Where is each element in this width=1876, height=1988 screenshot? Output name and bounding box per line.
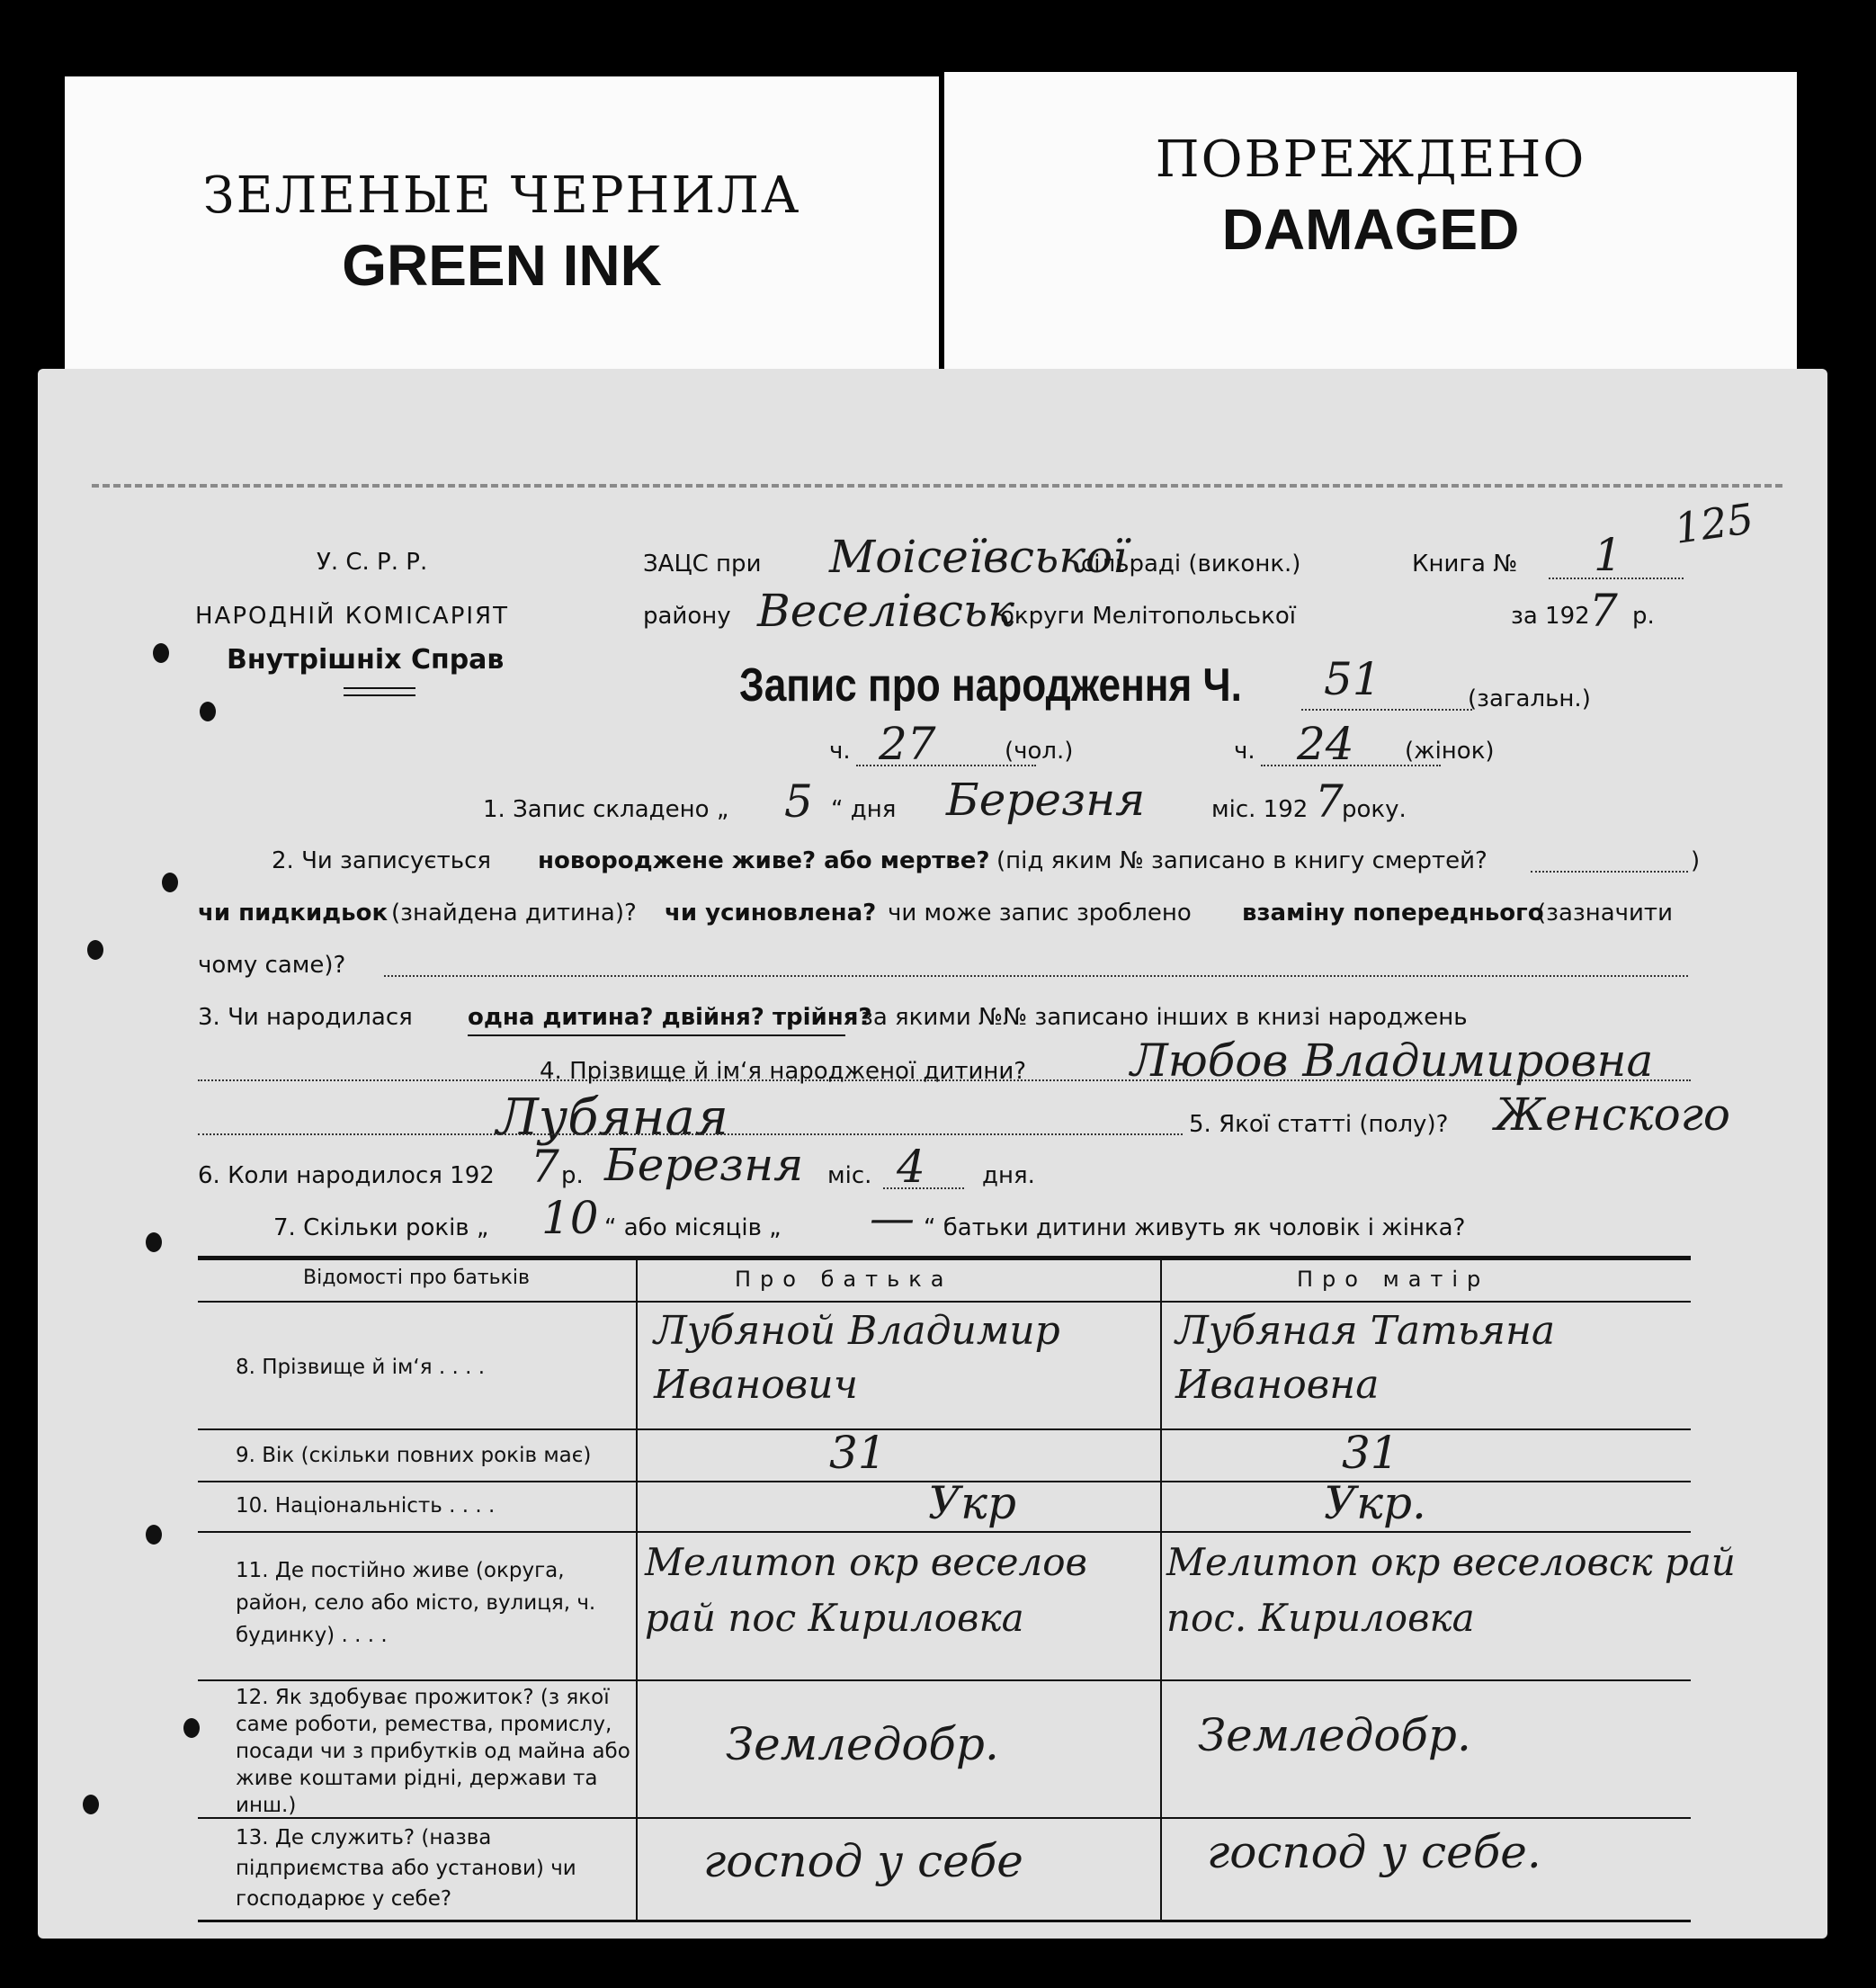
table-column-rule	[1160, 1258, 1162, 1921]
item-3-text: за якими №№ записано інших в книзі народжень	[861, 1004, 1468, 1031]
fill-line	[198, 1133, 1183, 1135]
mother-name-handwritten: Лубяная Татьяна Ивановна	[1175, 1308, 1556, 1408]
item-1-text: 1. Запис складено „	[483, 796, 729, 823]
zags-suffix: сільраді (виконк.)	[1081, 551, 1301, 578]
item-2-bold: чи пидкидьок	[198, 900, 389, 927]
fill-line	[384, 975, 1688, 977]
birth-month-handwritten: Березня	[604, 1139, 804, 1191]
table-row-label: 8. Прізвище й ім‘я . . . .	[236, 1356, 486, 1379]
table-header-father: Про батька	[735, 1267, 953, 1292]
item-1-text: “ дня	[831, 796, 897, 823]
mother-nationality-handwritten: Укр.	[1324, 1477, 1426, 1529]
item-6-text: р.	[561, 1162, 584, 1189]
father-occupation-handwritten: Земледобр.	[726, 1718, 999, 1770]
record-number-suffix: (загальн.)	[1468, 685, 1591, 712]
year-handwritten: 7	[1589, 585, 1618, 637]
table-column-rule	[636, 1258, 638, 1921]
district-handwritten: Веселівськ	[757, 585, 1014, 637]
fill-line	[856, 765, 1036, 766]
father-age-handwritten: 31	[829, 1427, 887, 1479]
item-2-bold: чи усиновлена?	[665, 900, 877, 927]
year-label: за 192	[1511, 603, 1590, 630]
item-6-text: дня.	[982, 1162, 1035, 1189]
table-row-label: 9. Вік (скільки повних років має)	[236, 1444, 592, 1467]
father-workplace-handwritten: господ у себе	[703, 1835, 1023, 1887]
table-rule	[198, 1531, 1691, 1533]
item-1-year-handwritten: 7	[1315, 775, 1344, 828]
item-1-day-handwritten: 5	[784, 775, 813, 828]
punch-hole	[153, 643, 169, 663]
birth-record-form	[38, 369, 1827, 1939]
item-1-text: міс. 192	[1211, 796, 1309, 823]
underline	[468, 1034, 845, 1036]
male-count-suffix: (чол.)	[1005, 738, 1074, 765]
damaged-label-en: DAMAGED	[1221, 197, 1520, 262]
book-number-handwritten: 1	[1594, 529, 1622, 581]
table-rule	[198, 1301, 1691, 1303]
birth-day-handwritten: 4	[897, 1141, 925, 1193]
item-2-bold: взаміну попереднього	[1242, 900, 1544, 927]
district-prefix: району	[643, 603, 731, 630]
perforation-line	[92, 484, 1782, 488]
table-header-info: Відомості про батьків	[303, 1267, 530, 1289]
punch-hole	[183, 1718, 200, 1738]
table-row-label: 11. Де постійно живе (округа, район, село або місто, вулиця, ч. будинку) . . . .	[236, 1559, 596, 1647]
mother-workplace-handwritten: господ у себе.	[1207, 1826, 1541, 1878]
usrr-heading: У. С. Р. Р.	[317, 549, 428, 576]
item-3-text: 3. Чи народилася	[198, 1004, 413, 1031]
year-suffix: р.	[1632, 603, 1655, 630]
table-row-label: 13. Де служить? (назва підприємства або установи) чи господарює у себе?	[236, 1826, 576, 1911]
divider	[344, 694, 415, 696]
female-count-handwritten: 24	[1297, 718, 1354, 770]
male-count-prefix: ч.	[829, 738, 851, 765]
fill-line	[1261, 765, 1441, 766]
item-1-month-handwritten: Березня	[946, 774, 1146, 826]
item-6-text: міс.	[827, 1162, 872, 1189]
father-residence-handwritten: Мелитоп окр веселов рай пос Кириловка	[645, 1540, 1087, 1640]
item-2-text: (зазначити	[1537, 900, 1673, 927]
item-3-bold: одна дитина? двійня? трійня?	[468, 1004, 872, 1031]
table-top-rule	[198, 1256, 1691, 1260]
district-suffix: округи Мелітопольської	[1000, 603, 1296, 630]
item-1-text: року.	[1342, 796, 1407, 823]
child-surname-handwritten: Лубяная	[496, 1088, 728, 1147]
item-2-text: (під яким № записано в книгу смертей?	[996, 847, 1487, 874]
item-7-text: “ батьки дитини живуть як чоловік і жінка?	[924, 1214, 1466, 1241]
margin-number-handwritten: 125	[1671, 494, 1757, 553]
item-6-text: 6. Коли народилося 192	[198, 1162, 495, 1189]
damaged-label-ru: ПОВРЕЖДЕНО	[1155, 130, 1586, 189]
item-4-text: 4. Прізвище й ім‘я народженої дитини?	[540, 1058, 1027, 1085]
years-together-handwritten: 10	[541, 1192, 599, 1244]
item-2-text: )	[1691, 847, 1701, 874]
item-7-text: 7. Скільки років „	[273, 1214, 489, 1241]
punch-hole	[200, 702, 216, 721]
months-together-handwritten: —	[870, 1192, 915, 1244]
ministry-heading: Внутрішніх Справ	[227, 644, 505, 676]
birth-year-handwritten: 7	[531, 1141, 559, 1193]
punch-hole	[146, 1232, 162, 1252]
punch-hole	[83, 1795, 99, 1814]
table-header-mother: Про матір	[1297, 1267, 1490, 1292]
child-sex-handwritten: Женского	[1495, 1088, 1731, 1141]
punch-hole	[162, 873, 178, 892]
male-count-handwritten: 27	[879, 718, 936, 770]
item-2-text: 2. Чи записується	[272, 847, 492, 874]
punch-hole	[146, 1525, 162, 1545]
table-rule	[198, 1679, 1691, 1681]
mother-residence-handwritten: Мелитоп окр веселовск рай пос. Кириловка	[1166, 1540, 1736, 1640]
item-2-text: (знайдена дитина)?	[391, 900, 637, 927]
mother-age-handwritten: 31	[1342, 1427, 1399, 1479]
item-2-bold: новороджене живе? або мертве?	[538, 847, 990, 874]
book-label: Книга №	[1412, 551, 1518, 578]
item-5-text: 5. Якої статті (полу)?	[1189, 1111, 1449, 1138]
mother-occupation-handwritten: Земледобр.	[1198, 1709, 1471, 1761]
father-name-handwritten: Лубяной Владимир Иванович	[654, 1308, 1060, 1408]
fill-line	[1301, 709, 1472, 711]
female-count-suffix: (жінок)	[1405, 738, 1495, 765]
punch-hole	[87, 940, 103, 960]
item-2-text: чи може запис зроблено	[888, 900, 1192, 927]
green-ink-label-ru: ЗЕЛЕНЫЕ ЧЕРНИЛА	[202, 166, 801, 225]
item-2-text: чому саме)?	[198, 952, 346, 979]
item-7-text: “ або місяців „	[604, 1214, 782, 1241]
page-title: Запис про народження Ч.	[739, 659, 1242, 712]
table-rule	[198, 1428, 1691, 1430]
fill-line	[1531, 871, 1688, 873]
zags-village-handwritten: Моісеївської	[829, 531, 1128, 583]
female-count-prefix: ч.	[1234, 738, 1255, 765]
green-ink-label-en: GREEN INK	[342, 233, 662, 298]
table-row-label: 10. Національність . . . .	[236, 1494, 496, 1518]
commissariat-heading: НАРОДНІЙ КОМІСАРІЯТ	[195, 603, 509, 630]
father-nationality-handwritten: Укр	[928, 1477, 1016, 1529]
child-name-handwritten: Любов Владимировна	[1130, 1034, 1654, 1087]
table-row-label: 12. Як здобуває прожиток? (з якої саме роботи, ремества, промислу, посади чи з прибутків од майна або живе коштами рідні, держави та инш.)	[236, 1686, 630, 1817]
zags-prefix: ЗАЦС при	[643, 551, 762, 578]
fill-line	[883, 1187, 964, 1189]
divider	[344, 687, 415, 689]
table-bottom-rule	[198, 1920, 1691, 1922]
record-number-handwritten: 51	[1324, 653, 1381, 705]
fill-line	[1549, 578, 1684, 579]
